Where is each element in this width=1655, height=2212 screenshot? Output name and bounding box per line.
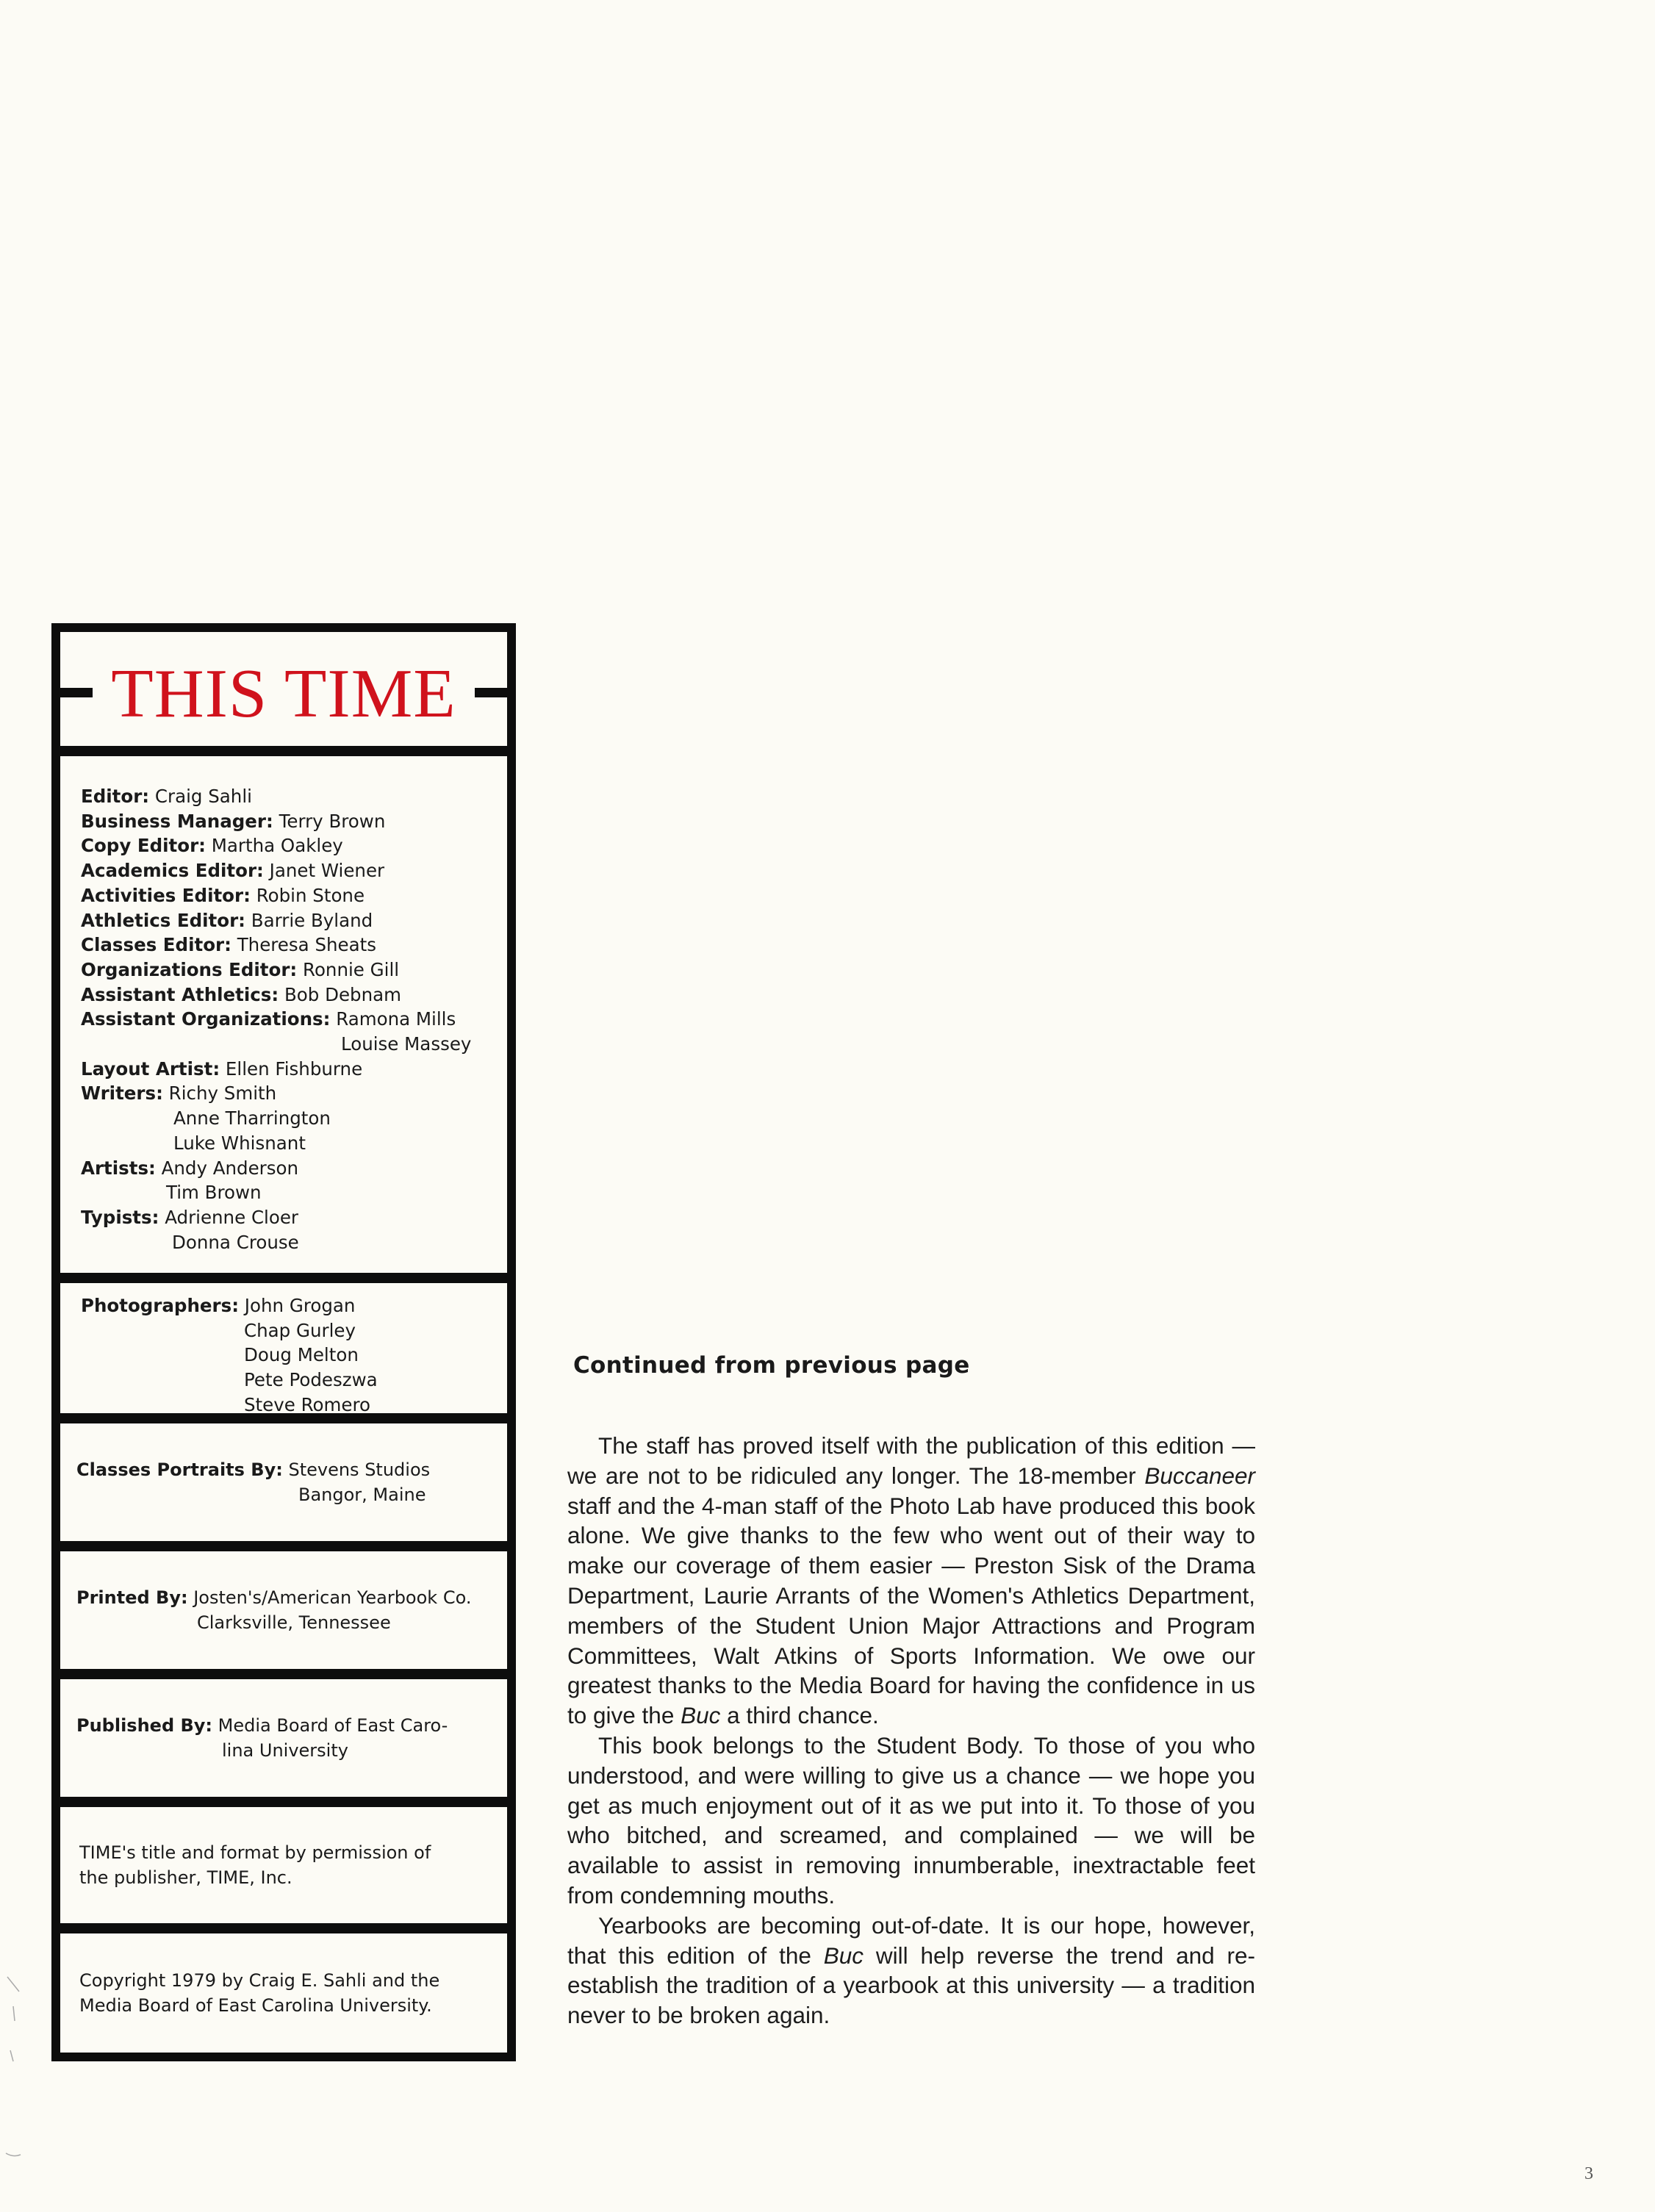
staff-name: Theresa Sheats: [237, 934, 376, 956]
staff-role: Activities Editor:: [81, 884, 251, 906]
staff-role: Artists:: [81, 1157, 156, 1179]
staff-entry: [81, 933, 489, 958]
staff-role: Athletics Editor:: [81, 909, 245, 931]
staff-entry: [81, 983, 489, 1008]
portraits-panel: [60, 1423, 507, 1541]
staff-name: Ronnie Gill: [303, 958, 400, 980]
credit-entry: [76, 1585, 495, 1610]
staff-list: [60, 756, 507, 1273]
staff-name: Martha Oakley: [211, 835, 343, 857]
text-run: staff and the 4-man staff of the Photo Lab have produced this book alone. We give thanks to the few who went out of their way to make our coverage of them easier — Preston Sisk of the Drama Department, Laurie Arrants of the Women's Athletics Department, members of the Student Union Major Attractions and Program Committees, Walt Atkins of Sports Information. We owe our greatest thanks to the Media Board for having the confidence in us to give the: [567, 1492, 1255, 1729]
copyright-text: Media Board of East Carolina University.: [79, 1995, 432, 2016]
credit-value: Media Board of East Caro-: [218, 1715, 448, 1736]
italic-title: Buc: [681, 1702, 721, 1729]
staff-name: Richy Smith: [168, 1082, 277, 1105]
credit-value-continued: Bangor, Maine: [298, 1484, 426, 1505]
staff-role: Writers:: [81, 1082, 163, 1105]
credit-label: Printed By:: [76, 1587, 188, 1608]
credit-entry: [76, 1713, 495, 1738]
header-rule-left: [57, 688, 93, 697]
staff-name: Craig Sahli: [154, 786, 252, 807]
page-number: 3: [1584, 2164, 1593, 2183]
staff-role: Layout Artist:: [81, 1057, 220, 1080]
staff-role: Photographers:: [81, 1295, 239, 1316]
staff-entry: [81, 1156, 489, 1181]
credit-value: Stevens Studios: [288, 1459, 431, 1480]
staff-entry: [81, 883, 489, 908]
text-run: a third chance.: [720, 1702, 879, 1729]
staff-name: John Grogan: [244, 1295, 356, 1316]
credit-value-continued: lina University: [222, 1740, 348, 1761]
staff-name-continued: Steve Romero: [244, 1393, 370, 1415]
staff-name-continued: Tim Brown: [166, 1182, 262, 1204]
published-panel: [60, 1679, 507, 1797]
staff-role: Academics Editor:: [81, 860, 264, 882]
staff-role: Assistant Organizations:: [81, 1008, 331, 1030]
text-run: Yearbooks are becoming out-of-date. It is our hope, however, that this edition of the: [567, 1911, 1255, 1969]
italic-title: Buccaneer: [1144, 1462, 1255, 1489]
staff-name-continued: Anne Tharrington: [173, 1107, 331, 1130]
photographers-panel: [60, 1283, 507, 1413]
staff-entry: [81, 1007, 489, 1032]
staff-name: Terry Brown: [279, 810, 386, 832]
staff-role: Assistant Athletics:: [81, 983, 279, 1005]
header-rule-right: [475, 688, 510, 697]
staff-role: Copy Editor:: [81, 835, 206, 857]
pencil-marks: [3, 1969, 32, 2175]
staff-name: Barrie Byland: [251, 909, 373, 931]
text-run: The staff has proved itself with the publication of this edition — we are not to be ridiculed any longer. The 18-member: [567, 1432, 1255, 1489]
credit-label: Published By:: [76, 1715, 213, 1736]
credit-value: Josten's/American Yearbook Co.: [193, 1587, 472, 1608]
permission-panel: [60, 1807, 507, 1923]
staff-name: Janet Wiener: [269, 860, 385, 882]
text-run: will help reverse the trend and re-establish the tradition of a yearbook at this university — a tradition never to be broken again.: [567, 1942, 1255, 2029]
masthead-header: [60, 632, 507, 746]
credit-value-continued: Clarksville, Tennessee: [197, 1612, 391, 1633]
staff-entry: [81, 958, 489, 983]
staff-role: Business Manager:: [81, 810, 273, 832]
staff-entry: [81, 833, 489, 858]
staff-name: Ramona Mills: [336, 1008, 456, 1030]
staff-entry: [81, 858, 489, 883]
staff-name-continued: Pete Podeszwa: [244, 1369, 378, 1391]
masthead-title: THIS TIME: [111, 655, 456, 732]
article-paragraph: [567, 1431, 1255, 1731]
staff-entry: [81, 1081, 489, 1106]
staff-name: Adrienne Cloer: [165, 1206, 298, 1228]
staff-name-continued: Donna Crouse: [172, 1231, 299, 1253]
credit-entry: [76, 1457, 495, 1482]
staff-entry: [81, 1057, 489, 1082]
masthead-box: [51, 623, 516, 2061]
staff-role: Classes Editor:: [81, 934, 231, 956]
staff-name: Ellen Fishburne: [225, 1057, 363, 1080]
printed-panel: [60, 1551, 507, 1669]
staff-name: Bob Debnam: [284, 983, 402, 1005]
staff-name: Andy Anderson: [161, 1157, 299, 1179]
article-heading: Continued from previous page: [573, 1352, 970, 1379]
copyright-text: Copyright 1979 by Craig E. Sahli and the: [79, 1970, 440, 1991]
staff-entry: [81, 1293, 489, 1318]
staff-role: Editor:: [81, 786, 150, 807]
staff-name-continued: Doug Melton: [244, 1344, 359, 1366]
staff-entry: [81, 908, 489, 933]
article-body: [567, 1431, 1255, 2030]
staff-role: Typists:: [81, 1206, 159, 1228]
staff-entry: [81, 809, 489, 834]
credit-label: Classes Portraits By:: [76, 1459, 283, 1480]
staff-name-continued: Louise Massey: [341, 1033, 472, 1055]
italic-title: Buc: [823, 1942, 864, 1969]
permission-text: TIME's title and format by permission of: [79, 1842, 431, 1863]
article-paragraph: [567, 1911, 1255, 2030]
staff-entry: [81, 1205, 489, 1230]
staff-name-continued: Luke Whisnant: [173, 1132, 306, 1154]
staff-role: Organizations Editor:: [81, 958, 298, 980]
staff-name-continued: Chap Gurley: [244, 1319, 356, 1341]
staff-name: Robin Stone: [256, 884, 365, 906]
article-paragraph: This book belongs to the Student Body. To those of you who understood, and were willing to give us a chance — we hope you get as much enjoyment out of it as we put into it. To those of you who bitched, and screamed, and complained — we will be available to assist in removing innumberable, inextractable feet from condemning mouths.: [567, 1731, 1255, 1908]
copyright-panel: [60, 1933, 507, 2053]
staff-entry: [81, 784, 489, 809]
permission-text: the publisher, TIME, Inc.: [79, 1867, 292, 1888]
